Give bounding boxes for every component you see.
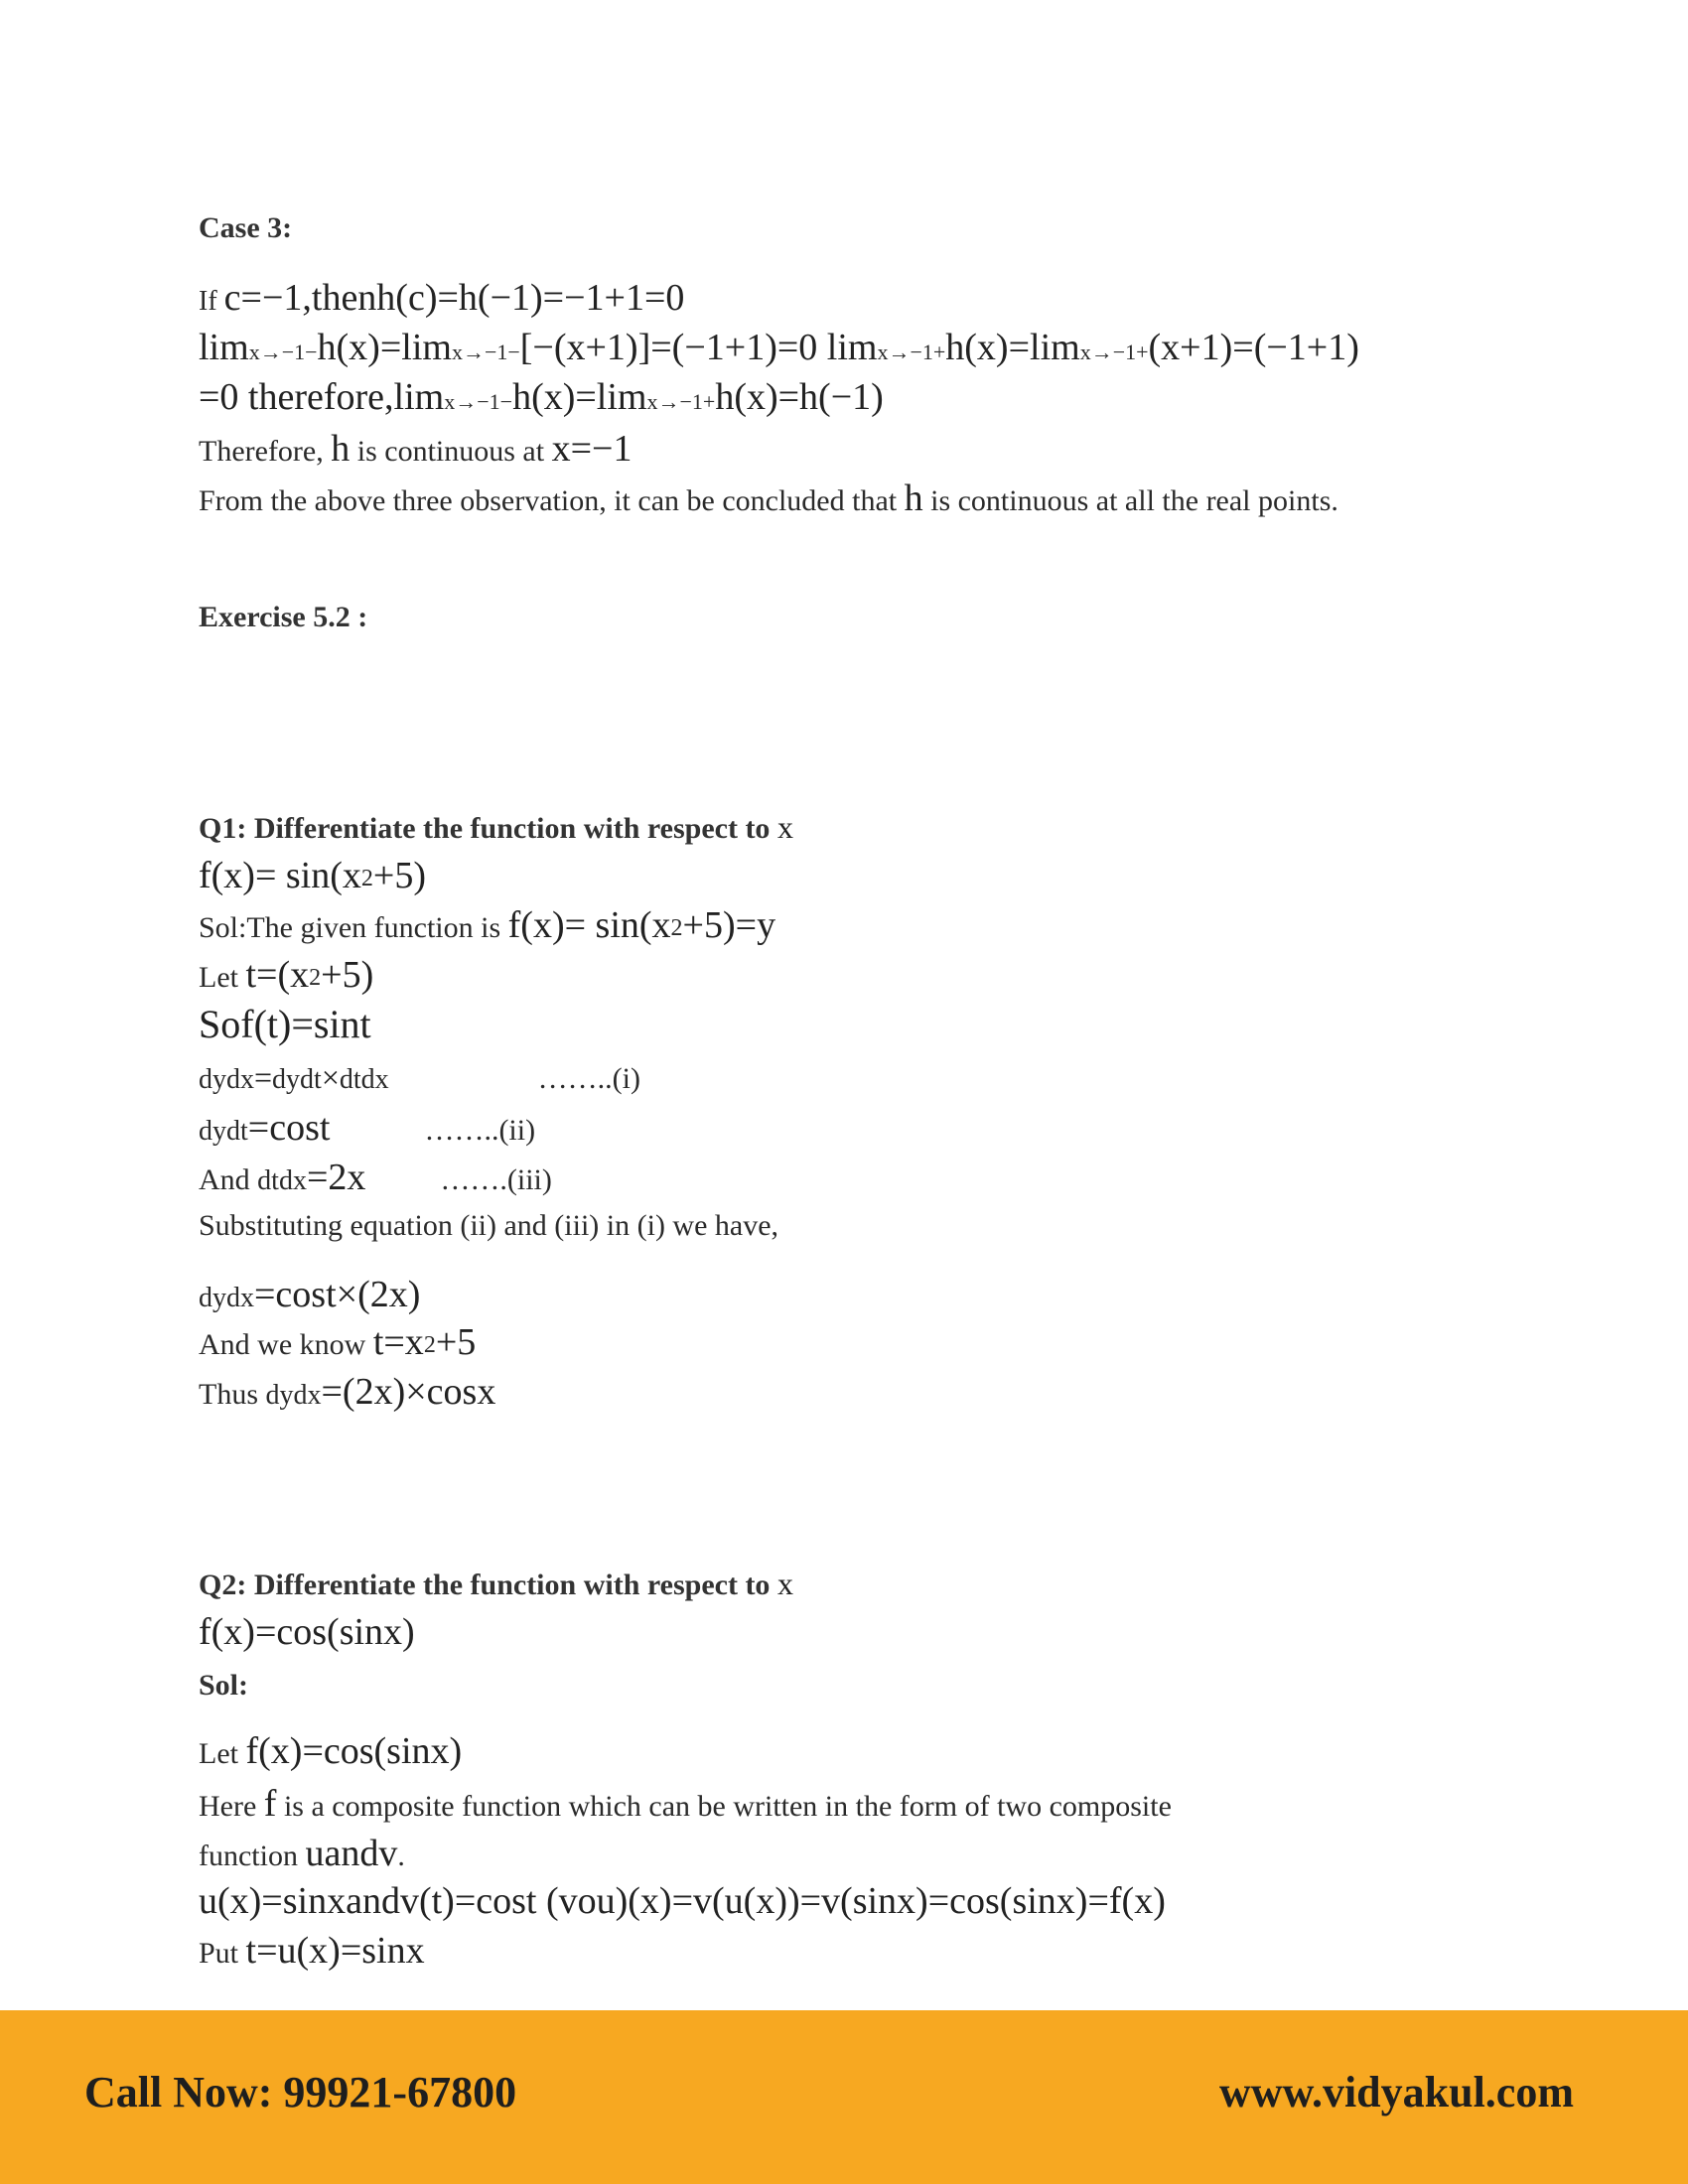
text-part: From the above three observation, it can be concluded that <box>199 484 905 517</box>
text-part: Q1: Differentiate the function with respect to <box>199 812 777 845</box>
math-part: h(x)=lim <box>945 327 1080 368</box>
text-part: . <box>397 1840 405 1872</box>
math-part: =cost <box>247 1107 331 1149</box>
footer-banner <box>0 2010 1688 2184</box>
math-sub: x→−1+ <box>877 340 946 364</box>
q1-heading <box>199 808 793 847</box>
math-part: t=x <box>372 1321 424 1363</box>
q1-eq1 <box>199 1058 640 1097</box>
math-sup: 2 <box>360 866 373 891</box>
math-part: h(x)=h(−1) <box>715 376 884 418</box>
website-link[interactable]: www.vidyakul.com <box>1219 2068 1574 2116</box>
math-sub: x→−1+ <box>1079 340 1149 364</box>
math-part: x=−1 <box>551 428 633 470</box>
math-part: =2x <box>306 1157 366 1198</box>
math-part: +5) <box>321 954 374 996</box>
text-part: Let <box>199 1737 246 1770</box>
math-frac: dydx <box>265 1380 322 1411</box>
math-part: f(x)=cos(sinx) <box>245 1730 463 1772</box>
text-part: And we know <box>199 1328 373 1361</box>
math-part: +5)=y <box>682 904 776 946</box>
math-part: f <box>263 1783 277 1825</box>
q1-sol <box>199 903 775 949</box>
q1-let <box>199 953 373 999</box>
text-part: function <box>199 1840 306 1872</box>
math-frac: dydx <box>199 1283 254 1313</box>
q2-uv-composition: u(x)=sinxandv(t)=cost (vou)(x)=v(u(x))=v(sinx)=cos(sinx)=f(x) <box>199 1880 1166 1922</box>
math-part: t=u(x)=sinx <box>245 1930 425 1972</box>
q2-heading <box>199 1565 793 1603</box>
math-sub: x→−1+ <box>646 389 716 414</box>
text-part: Sol:The given function is <box>199 911 508 944</box>
text-part: is continuous at <box>350 435 552 468</box>
q1-result <box>199 1273 420 1318</box>
q1-thus <box>199 1370 495 1416</box>
exercise-heading: Exercise 5.2 : <box>199 601 368 633</box>
math-part: h <box>331 428 351 470</box>
text-part: is continuous at all the real points. <box>922 484 1338 517</box>
case3-line1 <box>199 276 684 322</box>
math-part: h(x)=lim <box>512 376 647 418</box>
math-part: [−(x+1)]=(−1+1)=0 lim <box>519 327 878 368</box>
math-part: lim <box>199 327 249 368</box>
text-part: Here <box>199 1790 264 1823</box>
text-part: Q2: Differentiate the function with respect to <box>199 1569 777 1601</box>
call-now-phone[interactable]: Call Now: 99921-67800 <box>84 2068 517 2116</box>
math-part: h(x)=lim <box>317 327 452 368</box>
math-part: +5) <box>372 855 426 896</box>
math-frac: dtdx <box>339 1064 389 1095</box>
math-part: (x+1)=(−1+1) <box>1148 327 1359 368</box>
q1-eq3 <box>199 1156 552 1201</box>
equation-tag: …….(iii) <box>440 1163 552 1196</box>
math-part: x <box>776 1566 793 1601</box>
math-frac: dydx <box>199 1064 254 1095</box>
math-part: uandv <box>305 1833 398 1874</box>
math-part: × <box>321 1059 340 1095</box>
math-part: x <box>776 809 793 845</box>
math-part: = <box>254 1059 273 1095</box>
equation-tag: ……..(i) <box>537 1062 640 1095</box>
math-frac: dydt <box>199 1116 248 1147</box>
math-part: h <box>904 478 923 519</box>
q1-substituting: Substituting equation (ii) and (iii) in (i) we have, <box>199 1209 779 1242</box>
text-part: And <box>199 1163 258 1196</box>
case3-heading: Case 3: <box>199 211 293 244</box>
case3-line2 <box>199 326 1359 371</box>
q2-sol: Sol: <box>199 1669 249 1702</box>
math-sub: x→−1− <box>444 389 513 414</box>
text-part: Put <box>199 1937 246 1970</box>
equation-tag: ……..(ii) <box>424 1114 536 1147</box>
case3-line3 <box>199 375 884 421</box>
q1-function <box>199 854 426 899</box>
q1-we-know <box>199 1320 476 1366</box>
case3-conclusion <box>199 477 1338 522</box>
math-sup: 2 <box>309 965 322 991</box>
q2-function-uv <box>199 1832 405 1877</box>
case3-line4 <box>199 427 632 473</box>
case3-line1-math: c=−1,thenh(c)=h(−1)=−1+1=0 <box>223 277 685 319</box>
math-sub: x→−1− <box>451 340 520 364</box>
q1-eq2 <box>199 1106 535 1152</box>
text-part: is a composite function which can be written in the form of two composite <box>276 1790 1172 1823</box>
math-part: =0 therefore,lim <box>199 376 445 418</box>
math-sub: x→−1− <box>248 340 318 364</box>
case3-line1-text: If <box>199 286 224 317</box>
q2-put <box>199 1929 425 1975</box>
math-sup: 2 <box>670 915 683 941</box>
q2-let <box>199 1729 462 1775</box>
math-part: =(2x)×cosx <box>321 1371 496 1413</box>
q1-so: Sof(t)=sint <box>199 1002 371 1046</box>
text-part: Therefore, <box>199 435 332 468</box>
math-frac: dtdx <box>257 1165 307 1196</box>
q2-function: f(x)=cos(sinx) <box>199 1611 415 1653</box>
math-sup: 2 <box>423 1332 436 1358</box>
q2-here <box>199 1782 1172 1828</box>
math-part: f(x)= sin(x <box>199 855 361 896</box>
math-part: f(x)= sin(x <box>507 904 671 946</box>
math-part: =cost×(2x) <box>254 1274 421 1315</box>
math-part: t=(x <box>245 954 310 996</box>
math-frac: dydt <box>272 1064 322 1095</box>
math-part: +5 <box>435 1321 477 1363</box>
text-part: Let <box>199 961 246 994</box>
text-part: Thus <box>199 1378 266 1411</box>
